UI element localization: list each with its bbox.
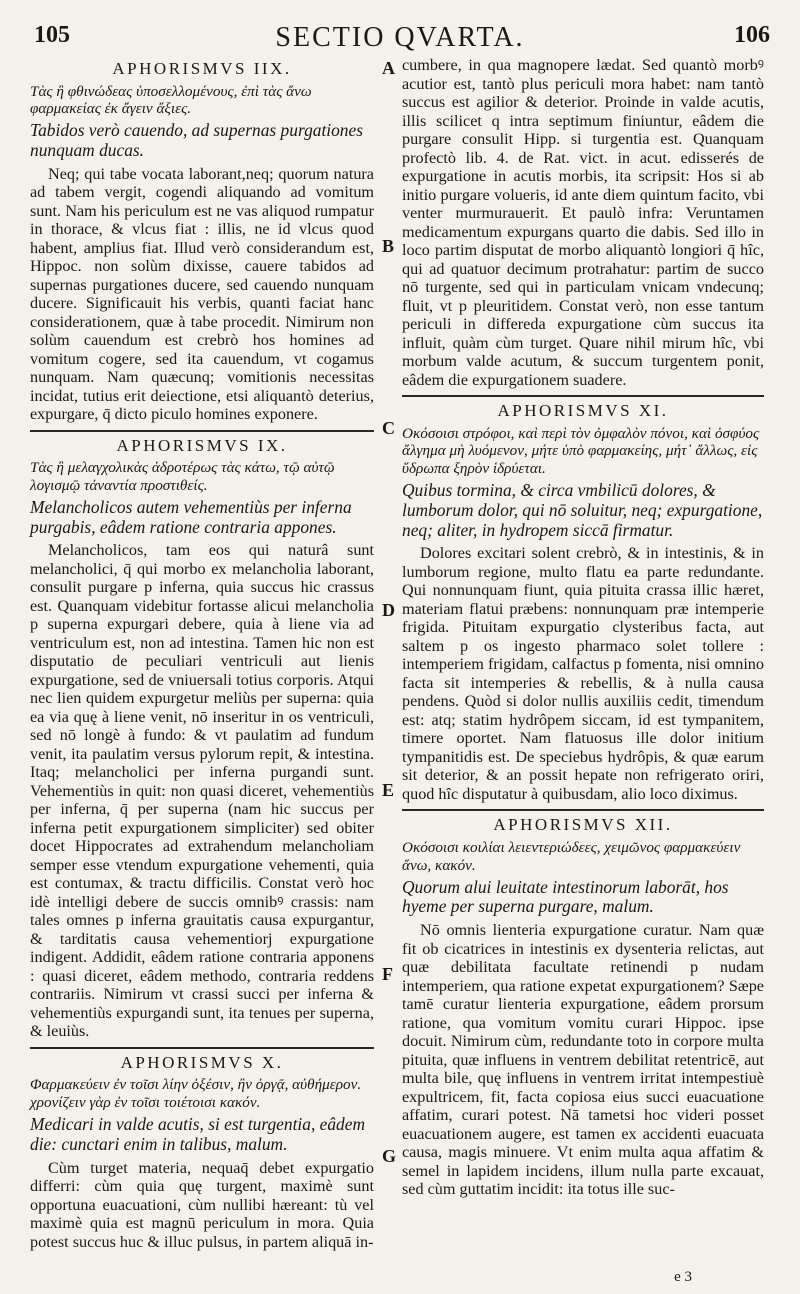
- aphorism-10-commentary-continued: cumbere, in qua magnopere lædat. Sed quantò morbꝰ acutior est, tantò plus periculi mora habet: nam tantò succus est agilior & deterior. Proinde in valde acutis, illis scilicet q intra septimum finiuntur, eâdem die purgare consulit Hipp. si turgentia est. Quanquam profectò lib. 4. de Rat. vict. in acut. edisserés de expurgatione in acutis morbis, ita scripsit: Hos si ab initio purgare volueris, id ante diem quintum facito, vbi venter murmurauerit. Et paulò infra: Veruntamen medicamentum expurgans quarto die dabis. Sed illo in loco partim disputat de morbo aliquantò longiori q̄ hîc, qui ad quatuor decimum protrahatur: partim de succo nō turgente, sed qui in particulam vnicam vndecunq; fluit, vt p pleuritidem. Constat verò, non esse tantum periculi in differeda expurgatione cùm succus ita influit, quàm cùm turget. Quare nihil mirum hîc, vbi morbum valde acutum, & succum turgentem ponit, eâdem die expurgationem suadere.: [402, 56, 764, 389]
- page-number-left: 105: [34, 22, 70, 48]
- margin-letter-g: G: [382, 1146, 397, 1166]
- margin-letter-c: C: [382, 418, 395, 438]
- aphorism-9-greek: Τὰς ἢ μελαγχολικὰς ἁδροτέρως τὰς κάτω, τῷ αὐτῷ λογισμῷ τἀναντία προστιθείς.: [30, 459, 335, 495]
- page-header: [0, 22, 800, 56]
- left-column: [30, 56, 374, 1251]
- margin-letter-f: F: [382, 964, 393, 984]
- page-number-right: 106: [734, 22, 770, 48]
- aphorism-8-greek: Τὰς ἢ φθινώδεας ὑποσελλομένους, ἐπὶ τὰς ἄνω φαρμακείας ἐκ ἄγειν ἄξιες.: [30, 82, 312, 118]
- aphorism-9-commentary: Melancholicos, tam eos qui naturâ sunt melancholici, q̄ qui morbo ex melancholia laborant, consulit purgare p inferna, quia succus hic crassus est. Quanquam videbitur fortasse alicui melancholia p superna expurgari debere, quia à liene via ad ventriculum est, non ad intestina. Tamen hic non est disputatio de peculiari ventriculi aut lienis expurgatione, sed de vniuersali totius corporis. Atqui nec lien quidem expurgetur meliùs per superna: quia ea via quę à liene venit, nō inseritur in os ventriculi, sed nō longè à fundo: & vt paulatim ad fundum venit, ita paulatim versus pylorum repit, & intestina. Itaq; melancholici per inferna purgandi sunt. Vehementiùs in quit: non quasi diceret, vehementiùs per inferna, q̄ per superna (nam hic succus per inferna petit expurgationem simpliciter) sed obiter docet Hippocrates ad extrahendum melancholiam semper esse vtendum expurgatione vehementi, quia est contumax, & tractu difficilis. Constat verò hoc idè intelligi debere de succis omnibꝰ crassis: nam tales omnes p inferna grauitatis causa expurgantur, & tarditatis causa vehementiorj expurgatione indigent. Addidit, eâdem ratione contraria apponens : quasi diceret, eâdem methodo, contraria reddens contrariis. Nimirum vt crassi succi per inferna & vehementiùs expurgandi sunt, ita tenues per superna, & leuiùs.: [30, 541, 374, 1041]
- aphorism-8-heading: APHORISMVS IIX.: [112, 59, 292, 78]
- aphorism-10-latin: Medicari in valde acutis, si est turgentia, eâdem die: cunctari enim in talibus, malum.: [30, 1114, 366, 1154]
- aphorism-11-greek: Οκόσοισι στρόφοι, καὶ περὶ τὸν ὀμφαλὸν πόνοι, καὶ ὀσφύος ἄλγημα μὴ λυόμενον, μήτε ὑπὸ φαρμακείης, μήτ᾽ ἄλλως, εἰς ὕδρωπα ξηρὸν ἱδρύεται.: [402, 424, 760, 478]
- margin-letter-a: A: [382, 58, 395, 78]
- section-divider: [30, 1047, 374, 1049]
- aphorism-12-heading: APHORISMVS XII.: [493, 815, 673, 835]
- aphorism-9-latin: Melancholicos autem vehementiùs per inferna purgabis, eâdem ratione contraria appones.: [30, 497, 352, 537]
- aphorism-11-commentary: Dolores excitari solent crebrò, & in intestinis, & in lumborum regione, multo flatu ea parte redundante. Qui nonnunquam fiunt, quia pituita crassa illic hæret, materiam flatui præbens: nonnunquam præ intemperie frigida. Pituitam expurgatio clysteribus facta, aut saltem p os ingesto pharmaco solet tollere : intemperiem frigidam, calfactus p fomenta, nisi omnino facta sit intemperies & rebellis, & à nulla causa pendens. Quòd si dolor nullis auxiliis cedit, timendum est: atq; statim hydrôpem siccam, id est tympanitem, timere oportet. Nam flatuosus ille dolor initium tympanitidis est. De speciebus hydrôpis, & quæ earum sit deterior, & an possit hepate non refrigerato oriri, quod hîc disputatur à quibusdam, alio loco diximus.: [402, 544, 764, 803]
- aphorism-11-heading: APHORISMVS XI.: [497, 401, 669, 420]
- margin-letter-e: E: [382, 780, 395, 800]
- margin-letter-b: B: [382, 236, 395, 256]
- aphorism-10-greek: Φαρμακεύειν ἐν τοῖσι λίην ὀξέσιν, ἢν ὀργᾷ, αὐθήμερον. χρονίζειν γὰρ ἐν τοῖσι τοιέτοισι κακόν.: [30, 1076, 362, 1112]
- aphorism-9-heading: APHORISMVS IX.: [116, 435, 288, 455]
- right-column: [402, 56, 764, 1199]
- aphorism-12-greek: Οκόσοισι κοιλίαι λειεντεριώδεες, χειμῶνος φαρμακεύειν ἄνω, κακόν.: [402, 838, 741, 874]
- aphorism-8-commentary: Neq; qui tabe vocata laborant,neq; quorum natura ad tabem vergit, cogendi aliquando ad vomitum sunt. Nam his periculum est ne vas aliquod rumpatur in thorace, & vlcus fiat : illis, ne id vlcus quod habent, amplius fiat. Illud verò considerandum est, Hippoc. non solùm dixisse, cauere tabidos ad supernas purgationes ducere, sed cauendo nunquam ducere. Significauit his verbis, quanti faciat hanc considerationem, quæ à tabe procedit. Nimirum non solùm cauendum est crebrò hos homines ad vomitum cogere, sed ita cauendum, vt cogamus nunquam. Nam quæcunq; vomitionis necessitas incidat, tutius erit deiectione, etsi aliquantò deterius, expurgare, q̄ dicto piculo homines exponere.: [30, 164, 374, 424]
- aphorism-8-latin: Tabidos verò cauendo, ad supernas purgationes nunquam ducas.: [30, 120, 363, 161]
- running-title: SECTIO QVARTA.: [275, 22, 525, 53]
- margin-letter-d: D: [382, 600, 395, 620]
- section-divider: [402, 809, 764, 811]
- section-divider: [30, 430, 374, 432]
- aphorism-11-latin: Quibus tormina, & circa vmbilicū dolores, & lumborum dolor, qui nō soluitur, neq; expurgatione, neq; aliter, in hydropem siccā firmatur.: [402, 480, 763, 540]
- aphorism-10-commentary: Cùm turget materia, nequaq̄ debet expurgatio differri: cùm quia quę turgent, maximè sunt opportuna euacuationi, cùm nullibi hæreant: tù vel maximè quia est magnū periculum in mora. Quia potest succus huc & illuc pulsus, in partem aliquā in-: [30, 1158, 374, 1251]
- aphorism-12-commentary: Nō omnis lienteria expurgatione curatur. Nam quæ fit ob cicatrices in intestinis ex dysenteria relictas, aut quæ debilitata facultate retinendi p nudam intemperiem, qua ratione expetat expurgationem? Sæpe tamē curatur lienteria expurgatione, eâdem prorsum ratione, qua vomitum vomitu curari Hippoc. ipse docuit. Nimirum cùm, redundante toto in corpore multa pituita, quæ influens in ventrem debilitat retentricē, aut multa bile, quę influens in ventrem irritat intempestiuè expultricem, fit, facta copiosa eius succi euacuatione affatim, curari potest. Nā tametsi hoc videri posset euacuationem augere, est tamen ex accidenti euacuata causa, magis minuere. Vt enim multa aqua affatim & semel in lapidem incidens, illum nulla parte excauat, sed cùm guttatim incidit: ita totus ille suc-: [402, 921, 764, 1199]
- section-divider: [402, 395, 764, 397]
- aphorism-12-latin: Quorum alui leuitate intestinorum laborāt, hos hyeme per superna purgare, malum.: [402, 876, 729, 917]
- signature-mark: e 3: [674, 1269, 692, 1285]
- aphorism-10-heading: APHORISMVS X.: [120, 1052, 284, 1072]
